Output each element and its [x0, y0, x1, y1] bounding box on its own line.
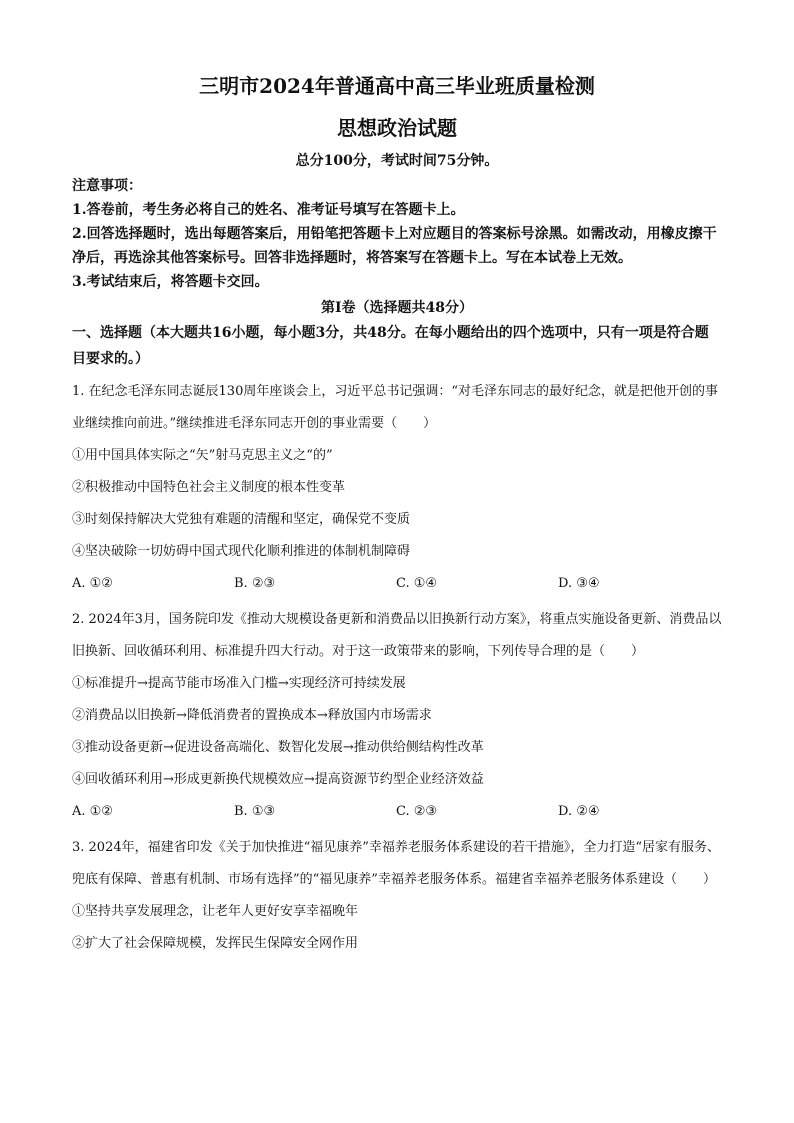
question-option: ②扩大了社会保障规模，发挥民生保障安全网作用 — [72, 936, 359, 951]
question-option: ①坚持共享发展理念，让老年人更好安享幸福晚年 — [72, 904, 359, 919]
question-option: ①标准提升→提高节能市场准入门槛→实现经济可持续发展 — [72, 676, 406, 691]
question-option: ①用中国具体实际之“矢”射马克思主义之“的” — [72, 448, 333, 463]
score-time-line: 总分100分，考试时间75分钟。 — [295, 153, 499, 169]
notice-item-3: 3.考试结束后，将答题卡交回。 — [72, 274, 269, 290]
question-option: ③时刻保持解决大党独有难题的清醒和坚定，确保党不变质 — [72, 512, 411, 527]
notice-heading: 注意事项： — [72, 178, 142, 194]
question-2 — [72, 604, 722, 828]
question-option: ③推动设备更新→促进设备高端化、数智化发展→推动供给侧结构性改革 — [72, 740, 484, 755]
notice-item-1: 1.答卷前，考生务必将自己的姓名、准考证号填写在答题卡上。 — [72, 202, 465, 218]
choice-d: D. ③④ — [558, 576, 600, 591]
question-option: ④坚决破除一切妨碍中国式现代化顺利推进的体制机制障碍 — [72, 544, 411, 559]
question-option: ②积极推动中国特色社会主义制度的根本性变革 — [72, 480, 346, 495]
question-stem: 1. 在纪念毛泽东同志诞辰130周年座谈会上，习近平总书记强调：“对毛泽东同志的最好纪念，就是把他开创的事业继续推向前进。”继续推进毛泽东同志开创的事业需要（ ） — [72, 384, 718, 431]
question-option: ②消费品以旧换新→降低消费者的置换成本→释放国内市场需求 — [72, 708, 432, 723]
exam-title: 三明市2024年普通高中高三毕业班质量检测 — [199, 74, 595, 98]
choice-c: C. ②③ — [396, 804, 438, 819]
section-description: 一、选择题（本大题共16小题，每小题3分，共48分。在每小题给出的四个选项中，只有一项是符合题目要求的。） — [72, 325, 709, 367]
question-1 — [72, 376, 722, 600]
exam-subtitle: 思想政治试题 — [337, 116, 457, 140]
question-stem: 3. 2024年，福建省印发《关于加快推进“福见康养”幸福养老服务体系建设的若干措施》，全力打造“居家有服务、兜底有保障、普惠有机制、市场有选择”的“福见康养”幸福养老服务体系。福建省幸福养老服务体系建设（ ） — [72, 840, 721, 887]
answer-choices — [72, 568, 722, 600]
notice-item-2: 2.回答选择题时，选出每题答案后，用铅笔把答题卡上对应题目的答案标号涂黑。如需改动，用橡皮擦干净后，再选涂其他答案标号。回答非选择题时，将答案写在答题卡上。写在本试卷上无效。 — [72, 226, 717, 266]
question-3 — [72, 832, 722, 960]
question-option: ④回收循环利用→形成更新换代规模效应→提高资源节约型企业经济效益 — [72, 772, 484, 787]
choice-b: B. ①③ — [234, 804, 276, 819]
choice-c: C. ①④ — [396, 576, 438, 591]
section-heading: 第Ⅰ卷（选择题共48分） — [320, 300, 474, 316]
notice-block — [72, 174, 722, 294]
answer-choices — [72, 796, 722, 828]
question-stem: 2. 2024年3月，国务院印发《推动大规模设备更新和消费品以旧换新行动方案》，将重点实施设备更新、消费品以旧换新、回收循环利用、标准提升四大行动。对于这一政策带来的影响，下列传导合理的是（ ） — [72, 612, 722, 659]
choice-b: B. ②③ — [234, 576, 276, 591]
choice-a: A. ①② — [72, 576, 113, 591]
choice-a: A. ①② — [72, 804, 113, 819]
choice-d: D. ②④ — [558, 804, 600, 819]
